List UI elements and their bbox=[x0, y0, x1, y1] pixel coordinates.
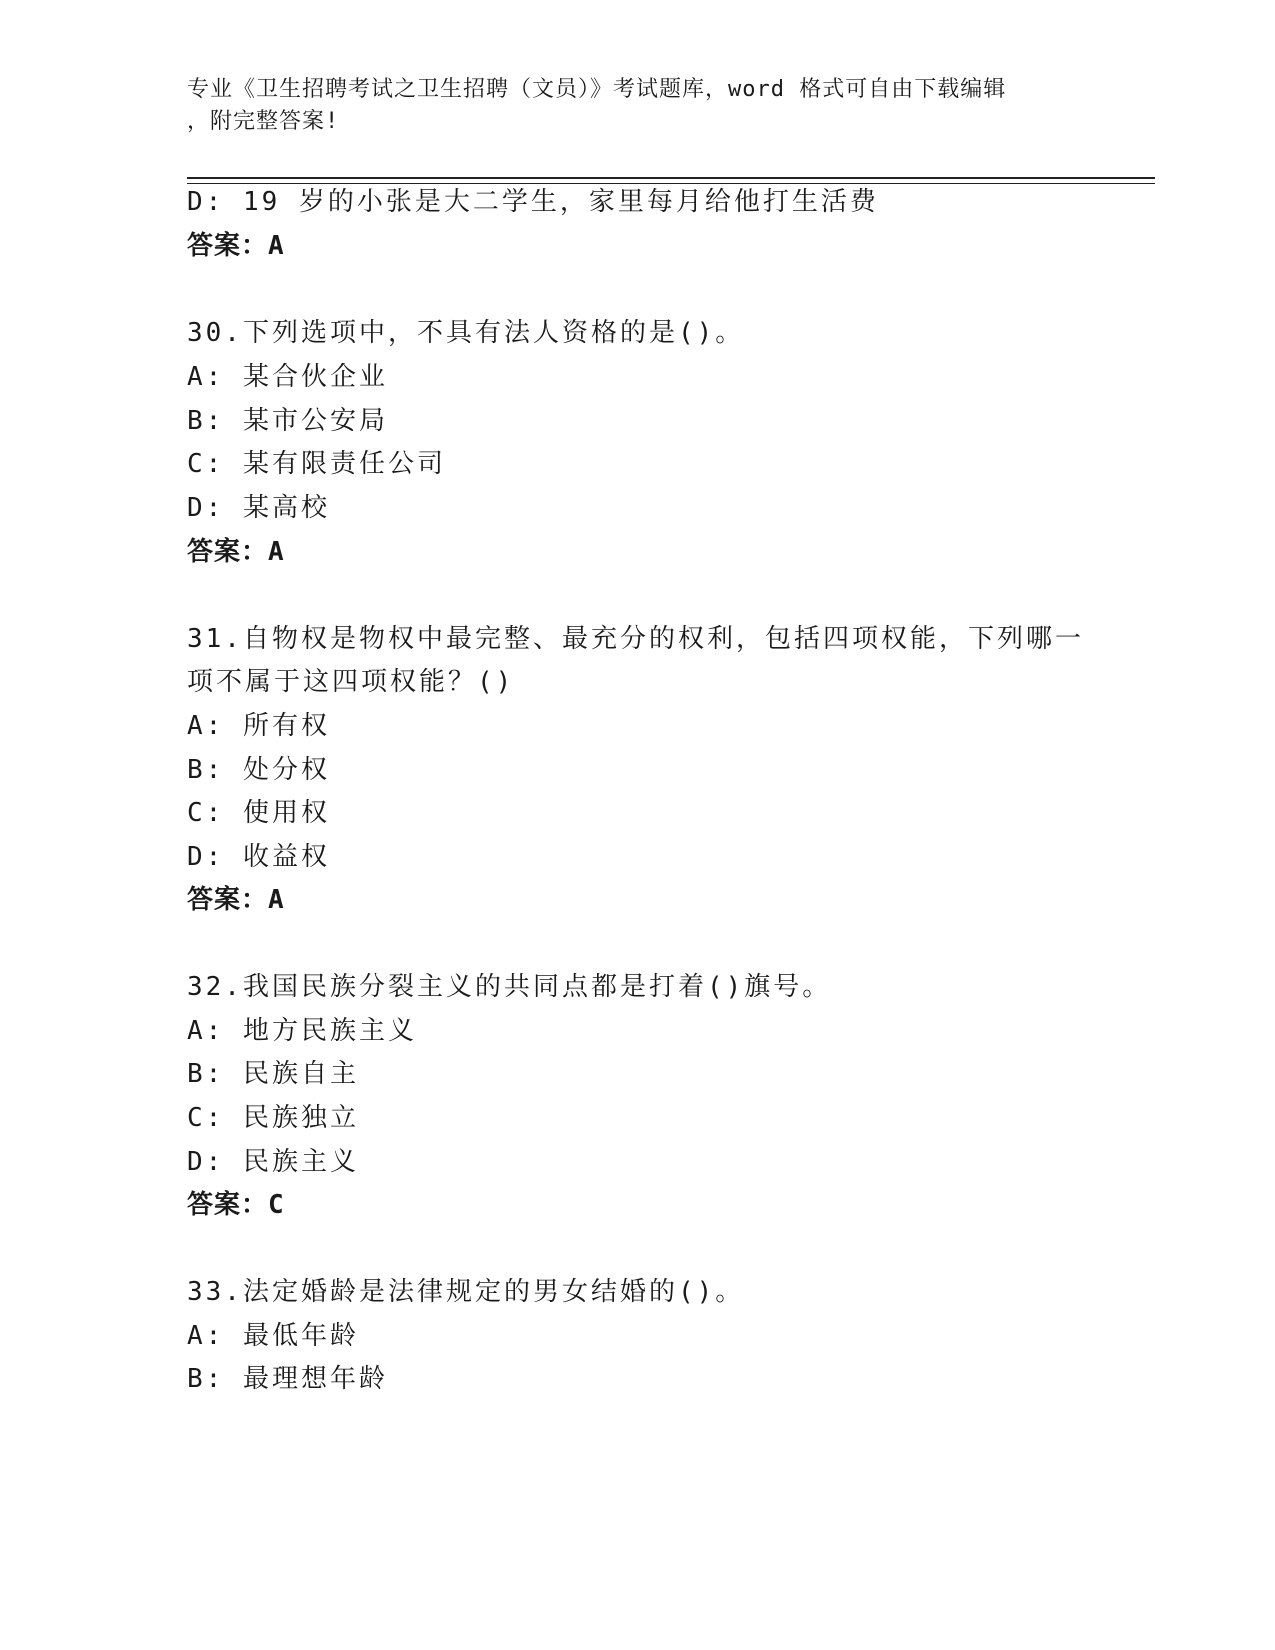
q30-option-d: D: 某高校 bbox=[187, 493, 330, 523]
q33-option-b: B: 最理想年龄 bbox=[187, 1364, 388, 1394]
q32-option-c: C: 民族独立 bbox=[187, 1103, 359, 1133]
q31-answer: 答案：A bbox=[187, 885, 285, 915]
q32-question: 32.我国民族分裂主义的共同点都是打着()旗号。 bbox=[187, 972, 832, 1002]
header-title-line2: ，附完整答案! bbox=[187, 109, 340, 134]
q32-option-b: B: 民族自主 bbox=[187, 1059, 359, 1089]
q30-question: 30.下列选项中，不具有法人资格的是()。 bbox=[187, 318, 745, 348]
q31-option-c: C: 使用权 bbox=[187, 798, 330, 828]
q32-option-d: D: 民族主义 bbox=[187, 1147, 359, 1177]
prev-answer: 答案：A bbox=[187, 231, 285, 261]
document-header bbox=[187, 74, 1077, 138]
q31-option-a: A: 所有权 bbox=[187, 711, 330, 741]
header-title-line1: 专业《卫生招聘考试之卫生招聘（文员）》考试题库，word 格式可自由下载编辑 bbox=[187, 77, 1007, 102]
q32-option-a: A: 地方民族主义 bbox=[187, 1016, 417, 1046]
q31-question-line2: 项不属于这四项权能？() bbox=[187, 667, 515, 697]
q30-answer: 答案：A bbox=[187, 537, 285, 567]
q31-option-b: B: 处分权 bbox=[187, 755, 330, 785]
q33-option-a: A: 最低年龄 bbox=[187, 1321, 359, 1351]
prev-option-d: D: 19 岁的小张是大二学生，家里每月给他打生活费 bbox=[187, 187, 879, 217]
header-divider-thin bbox=[187, 183, 1155, 184]
q30-option-c: C: 某有限责任公司 bbox=[187, 449, 446, 479]
header-divider-thick bbox=[187, 177, 1155, 179]
q31-option-d: D: 收益权 bbox=[187, 842, 330, 872]
q31-question-line1: 31.自物权是物权中最完整、最充分的权利，包括四项权能，下列哪一 bbox=[187, 624, 1084, 654]
q30-option-a: A: 某合伙企业 bbox=[187, 362, 388, 392]
q33-question: 33.法定婚龄是法律规定的男女结婚的()。 bbox=[187, 1277, 745, 1307]
q30-option-b: B: 某市公安局 bbox=[187, 406, 388, 436]
q32-answer: 答案：C bbox=[187, 1190, 285, 1220]
